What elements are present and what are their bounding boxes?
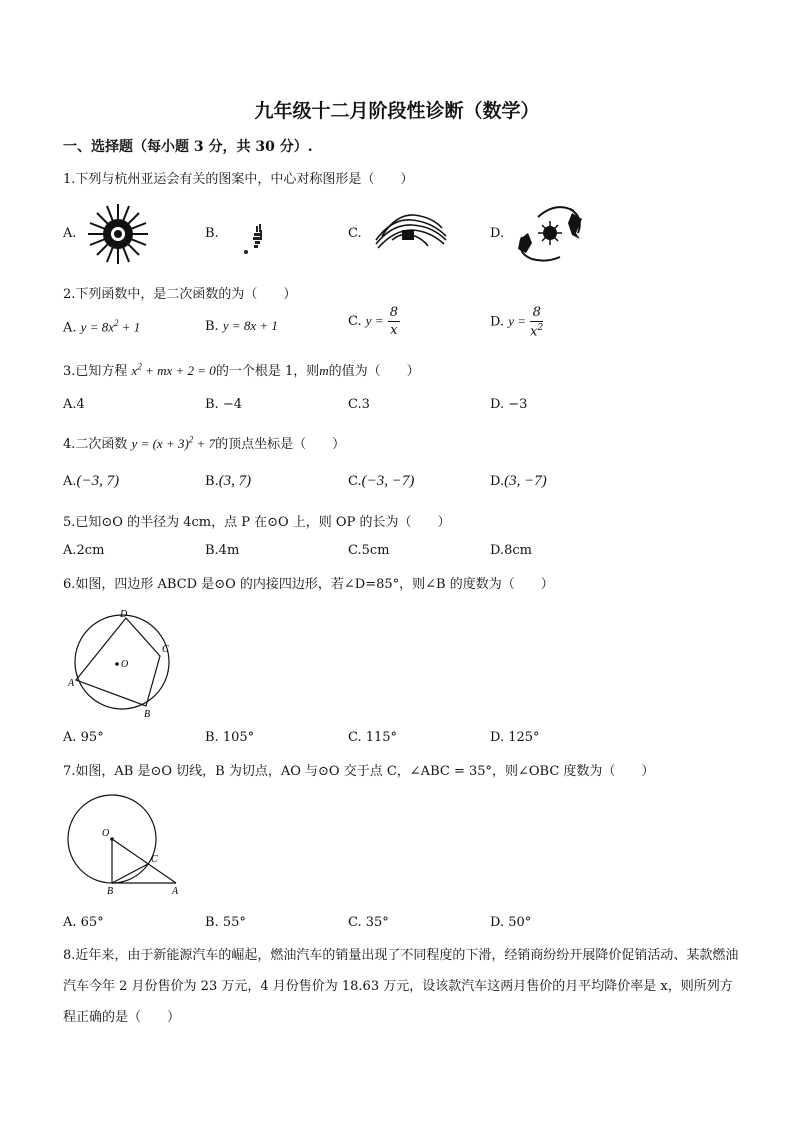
- q6-center-point: [115, 662, 119, 666]
- q6-option-c: C. 115°: [348, 730, 398, 745]
- q4-option-a: [63, 473, 119, 490]
- q3-stem-middle: 的一个根是 1，则: [215, 364, 320, 379]
- q6-label-d: D: [120, 609, 128, 620]
- q6-figure: [62, 606, 182, 718]
- q7-segment-bc: [112, 864, 148, 883]
- q2-option-c-fraction: [388, 306, 400, 337]
- q2-option-b-expr: y = 8x + 1: [222, 318, 278, 333]
- q3-equation-exponent: 2: [137, 361, 142, 372]
- q3-stem-prefix: 3.已知方程: [63, 364, 132, 379]
- torch-emblem-image: [240, 218, 272, 258]
- q3-option-c: C.3: [348, 397, 370, 412]
- q3-equation-tail: + mx + 2 = 0: [141, 363, 216, 378]
- q3-stem-suffix: 的值为（ ）: [328, 364, 420, 379]
- q2-option-c: [348, 306, 400, 337]
- q6-quadrilateral: [76, 618, 160, 706]
- q2-option-a-label: A.: [63, 320, 77, 336]
- q2-option-d-denominator: [530, 322, 543, 338]
- q2-option-a-tail: + 1: [118, 319, 141, 335]
- q4-option-b: [205, 473, 251, 490]
- q4-option-a-label: A.: [63, 474, 77, 489]
- q7-segment-oa: [112, 839, 176, 883]
- q5-option-a: A.2cm: [63, 543, 105, 558]
- q2-option-b: [205, 318, 278, 334]
- q6-option-b: B. 105°: [205, 730, 255, 745]
- question-7-stem: 7.如图，AB 是⊙O 切线，B 为切点，AO 与⊙O 交于点 C，∠ABC = 35°，则∠OBC 度数为（ ）: [63, 764, 655, 779]
- q7-center-point: [110, 837, 114, 841]
- q4-option-a-value: (−3, 7): [76, 473, 120, 489]
- q4-option-c: [348, 473, 414, 490]
- q7-option-d: D. 50°: [490, 915, 532, 930]
- q4-option-d-value: (3, −7): [504, 473, 547, 489]
- page-title: 九年级十二月阶段性诊断（数学）: [254, 100, 540, 122]
- sun-emblem-image: [85, 202, 151, 266]
- q4-option-b-value: (3, 7): [218, 473, 252, 489]
- q2-option-a-exponent: 2: [113, 318, 119, 328]
- q6-label-b: B: [144, 709, 151, 718]
- q1-option-d-label: D.: [490, 226, 505, 241]
- q1-option-c-label: C.: [348, 226, 362, 241]
- question-8-stem: 8.近年来，由于新能源汽车的崛起，燃油汽车的销量出现了不同程度的下滑，经销商纷纷开展降价促销活动、某款燃油汽车今年 2 月份售价为 23 万元，4 月份售价为 18.63 万元，设该款汽车这两月售价的月平均降价率是 x，则所列方程正确的是（ ）: [63, 948, 739, 1025]
- runner-emblem-image: [510, 203, 590, 267]
- q4-option-c-value: (−3, −7): [361, 473, 415, 489]
- q7-label-b: B: [107, 886, 114, 896]
- q2-option-c-numerator: 8: [389, 305, 398, 320]
- q2-option-c-lhs: y =: [365, 313, 384, 328]
- q7-option-b: B. 55°: [205, 915, 246, 930]
- question-1-stem: 1.下列与杭州亚运会有关的图案中，中心对称图形是（ ）: [63, 172, 414, 187]
- q3-option-d: D. −3: [490, 397, 528, 412]
- wave-emblem-image: [372, 210, 450, 250]
- q2-option-d-fraction: [530, 306, 543, 338]
- q4-equation: y = (x + 3): [131, 436, 189, 451]
- q3-equation: x: [131, 363, 138, 378]
- q2-option-d-numerator: 8: [530, 306, 543, 322]
- q1-option-a-label: A.: [63, 226, 77, 241]
- q2-option-d-lhs: y =: [508, 313, 527, 329]
- q5-option-d: D.8cm: [490, 543, 532, 558]
- q2-option-c-denominator: x: [390, 323, 398, 338]
- q1-option-b-label: B.: [205, 226, 219, 241]
- q6-label-a: A: [68, 678, 75, 689]
- q7-label-o: O: [102, 828, 110, 839]
- q6-option-a: A. 95°: [63, 730, 104, 745]
- section-heading: 一、选择题（每小题 3 分，共 30 分）.: [63, 139, 313, 155]
- q4-option-c-label: C.: [348, 474, 362, 489]
- question-3-stem: [63, 360, 420, 379]
- q6-label-c: C: [162, 644, 169, 655]
- q5-option-b: B.4m: [205, 543, 240, 558]
- q3-variable: m: [319, 363, 329, 378]
- question-4-stem: [63, 433, 345, 452]
- question-2-stem: 2.下列函数中，是二次函数的为（ ）: [63, 287, 297, 302]
- q3-option-a: A.4: [63, 397, 85, 412]
- q2-option-d: [490, 306, 543, 338]
- q4-equation-exponent: 2: [188, 434, 194, 445]
- q7-label-a: A: [172, 886, 179, 896]
- q7-option-a: A. 65°: [63, 915, 104, 930]
- q2-option-b-label: B.: [205, 319, 219, 334]
- q2-option-a-expr: y = 8x: [80, 319, 114, 335]
- question-5-stem: 5.已知⊙O 的半径为 4cm，点 P 在⊙O 上，则 OP 的长为（ ）: [63, 515, 451, 530]
- q2-option-c-label: C.: [348, 314, 362, 329]
- q2-option-d-label: D.: [490, 314, 505, 330]
- q2-option-d-den-base: x: [530, 324, 538, 340]
- q4-stem-suffix: 的顶点坐标是（ ）: [215, 437, 346, 452]
- q7-label-c: C: [151, 854, 158, 865]
- q6-option-d: D. 125°: [490, 730, 540, 745]
- q4-stem-prefix: 4.二次函数: [63, 437, 132, 452]
- q5-option-c: C.5cm: [348, 543, 390, 558]
- question-6-stem: 6.如图，四边形 ABCD 是⊙O 的内接四边形，若∠D=85°，则∠B 的度数为（ ）: [63, 577, 554, 592]
- q4-option-d: [490, 473, 547, 490]
- q4-equation-tail: + 7: [193, 436, 216, 451]
- q7-figure: [62, 794, 186, 896]
- q7-option-c: C. 35°: [348, 915, 389, 930]
- q6-label-o: O: [121, 659, 129, 670]
- q2-option-d-den-exponent: 2: [537, 323, 544, 333]
- q2-option-a: [63, 318, 140, 335]
- q4-option-d-label: D.: [490, 474, 505, 489]
- q4-option-b-label: B.: [205, 474, 219, 489]
- q3-option-b: B. −4: [205, 397, 242, 412]
